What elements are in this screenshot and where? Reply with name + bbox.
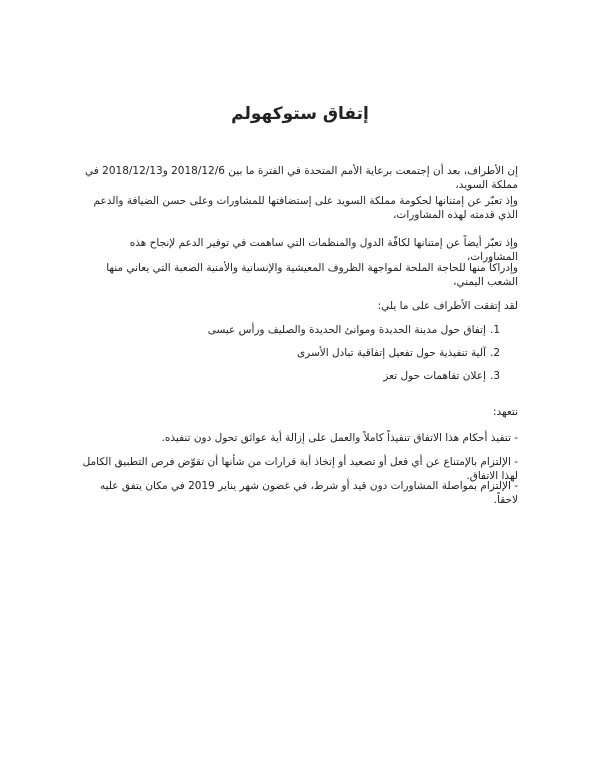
document-title: إتفاق ستوكهولم [231, 104, 369, 124]
list-text: إتفاق حول مدينة الحديدة وموانئ الحديدة والصليف ورأس عيسى [207, 324, 486, 336]
commitment-item: - الإلتزام بمواصلة المشاورات دون قيد أو شرط، في غضون شهر يناير 2019 في مكان يتفق عليه لاحقاً. [99, 480, 518, 506]
preamble-paragraph-4: وإدراكاً منها للحاجة الملحة لمواجهة الظروف المعيشية والإنسانية والأمنية الصعبة التي يعاني منها الشعب اليمني، [106, 262, 518, 288]
commitment-item: - تنفيذ أحكام هذا الاتفاق تنفيذاً كاملاً والعمل على إزالة أية عوائق تحول دون تنفيذه. [161, 432, 518, 444]
list-number: 3. [489, 370, 500, 382]
list-text: إعلان تفاهمات حول تعز [383, 370, 486, 382]
agreed-list [100, 323, 500, 383]
commitment-item: - الإلتزام بالإمتناع عن أي فعل أو تصعيد أو إتخاذ أية قرارات من شأنها أن تقوّض فرص التطبيق الكامل لهذا الاتفاق. [82, 456, 518, 482]
list-text: آلية تنفيذية حول تفعيل إتفاقية تبادل الأسرى [296, 347, 486, 359]
agreed-intro: لقد إتفقت الأطراف على ما يلي: [377, 300, 518, 312]
list-number: 2. [489, 347, 500, 359]
list-item [100, 369, 500, 383]
list-item [100, 346, 500, 360]
preamble-paragraph-2: وإذ تعبّر عن إمتنانها لحكومة مملكة السويد على إستضافتها للمشاورات وعلى حسن الضيافة والدعم الذي قدمته لهذه المشاورات، [93, 195, 518, 221]
list-number: 1. [489, 324, 500, 336]
preamble-paragraph-1: إن الأطراف، بعد أن إجتمعت برعاية الأمم المتحدة في الفترة ما بين 2018/12/6 و2018/12/13 في مملكة السويد، [85, 165, 518, 191]
list-item [100, 323, 500, 337]
preamble-paragraph-3: وإذ تعبّر أيضاً عن إمتنانها لكافّة الدول والمنظمات التي ساهمت في توفير الدعم لإنجاح هذه المشاورات، [129, 237, 518, 263]
commit-intro: نتعهد: [492, 406, 518, 418]
